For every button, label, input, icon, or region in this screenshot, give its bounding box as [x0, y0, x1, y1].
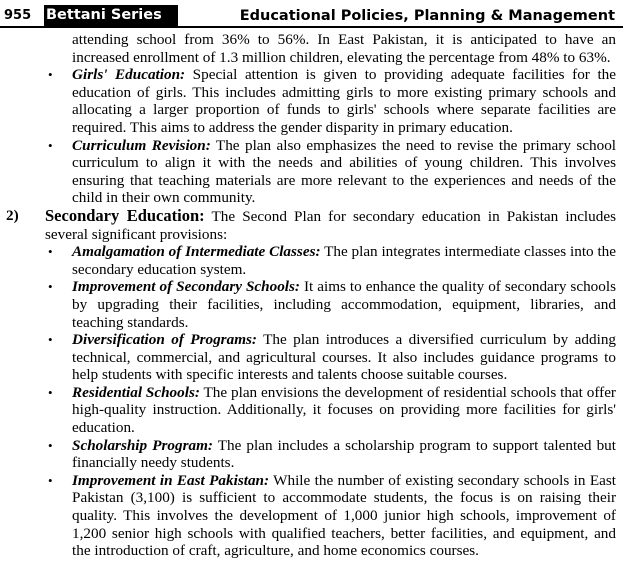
bullet-term: Residential Schools:: [72, 383, 200, 401]
bullet-text: Special attention is given to providing adequate facilities for the education of girls. This includes admitting girls to more existing primary schools and allocating a larger proportion of funds to girls' schools where separate facilities are required. This aims to address the gender disparity in primary education.: [72, 66, 616, 136]
bullet-item: [48, 436, 616, 472]
section-number: 2): [6, 206, 19, 224]
bullet-icon: •: [48, 279, 53, 295]
bullet-icon: •: [48, 437, 53, 453]
bullet-term: Girls' Education:: [72, 66, 186, 84]
bullet-item: [48, 136, 617, 207]
continuation-paragraph: attending school from 36% to 56%. In East Pakistan, it is anticipated to have an increased enrollment of 1.3 million children, elevating the percentage from 48% to 63%.: [72, 31, 616, 66]
bullet-term: Scholarship Program:: [72, 436, 213, 454]
section-secondary-education: [6, 205, 616, 243]
bullet-item: [48, 66, 616, 136]
bullet-term: Amalgamation of Intermediate Classes:: [72, 243, 321, 261]
bullet-icon: •: [48, 384, 53, 400]
bullet-icon: •: [48, 67, 53, 83]
bullet-text: The plan also emphasizes the need to revise the primary school curriculum to align it with the needs and abilities of young children. This involves ensuring that teaching materials are more relevant to the experiences and needs of the child in their own community.: [72, 136, 617, 207]
bullet-item: [48, 278, 616, 331]
bullet-icon: •: [48, 472, 53, 488]
bullet-text: It aims to enhance the quality of secondary schools by upgrading their facilities, including accommodation, equipment, libraries, and teaching standards.: [72, 278, 616, 331]
bullet-term: Improvement in East Pakistan:: [72, 471, 270, 489]
bullet-item: [48, 471, 616, 560]
section-intro: The Second Plan for secondary education in Pakistan includes several significant provisions:: [45, 207, 616, 243]
page-body: [0, 31, 623, 560]
book-title: Educational Policies, Planning & Management: [239, 8, 615, 24]
bullet-icon: •: [48, 137, 53, 153]
bullet-term: Curriculum Revision:: [72, 136, 211, 154]
bullet-term: Improvement of Secondary Schools:: [72, 278, 300, 296]
bullet-text: The plan envisions the development of residential schools that offer high-quality instruction. Additionally, it focuses on providing more facilities for girls' education.: [72, 383, 616, 437]
bullet-text: The plan introduces a diversified curriculum by adding technical, commercial, and agricultural courses. It also includes guidance programs to help students with specific interests and talents choose suitable courses.: [72, 331, 617, 384]
bullet-item: [48, 383, 616, 437]
bullet-item: [48, 243, 617, 278]
bullet-text: While the number of existing secondary schools in East Pakistan (3,100) is sufficient to accommodate students, the focus is on raising their quality. This involves the development of 1,000 junior high schools, improvement of 1,200 senior high schools with qualified teachers, better facilities, and equipment, and the introduction of craft, agriculture, and home economics courses.: [72, 471, 616, 560]
bullet-term: Diversification of Programs:: [72, 331, 257, 349]
bullet-text: The plan integrates intermediate classes into the secondary education system.: [72, 243, 617, 278]
bullet-item: [48, 331, 617, 384]
bullet-icon: •: [48, 244, 53, 260]
section-heading: Secondary Education:: [45, 205, 205, 225]
bullet-text: The plan includes a scholarship program to support talented but financially needy students.: [72, 436, 616, 472]
bullet-icon: •: [48, 332, 53, 348]
page-number: 955: [4, 8, 32, 23]
series-label: Bettani Series: [44, 5, 178, 26]
page-header: [0, 0, 623, 28]
